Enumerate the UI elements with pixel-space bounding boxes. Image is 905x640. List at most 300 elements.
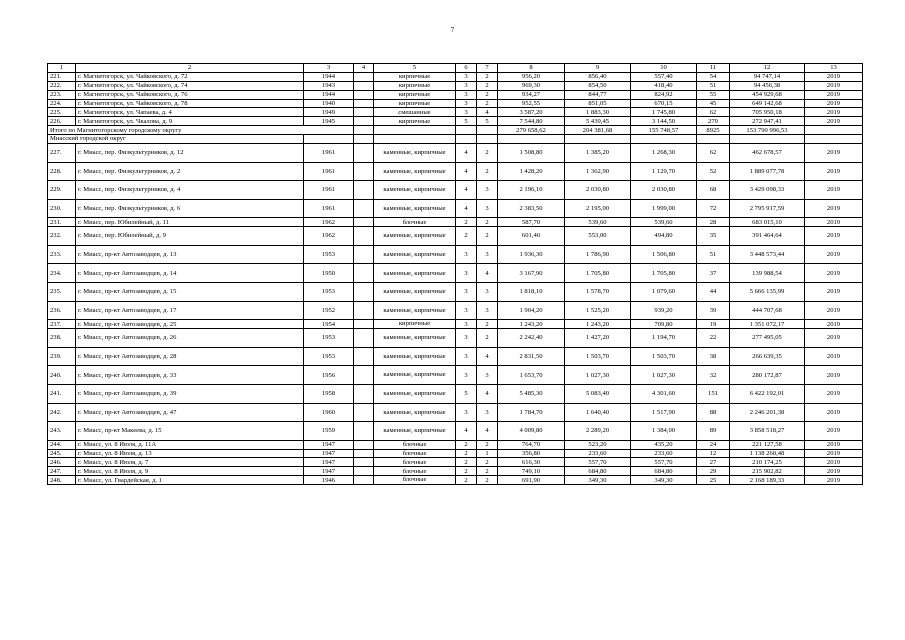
total-area-cell: 587,70: [498, 218, 565, 227]
wall-material-cell: каменные, кирпичные: [374, 264, 456, 283]
plan-year-cell: 2019: [805, 467, 863, 476]
residents-cell: 72: [697, 199, 730, 218]
floors-cell: 4: [456, 199, 477, 218]
floors-cell: 3: [456, 245, 477, 264]
residents-cell: 89: [697, 422, 730, 441]
total-area-cell: 1 904,20: [498, 301, 565, 320]
entrances-cell: 2: [477, 329, 498, 348]
entrances-cell: 3: [477, 283, 498, 302]
repair-cost-cell: 705 950,18: [730, 108, 805, 117]
premises-area-cell: 1 525,20: [565, 301, 631, 320]
column-number-cell: 3: [304, 64, 354, 73]
table-row: [48, 458, 863, 467]
table-row: [48, 264, 863, 283]
plan-year-cell: 2019: [805, 72, 863, 81]
empty-cell: [354, 422, 374, 441]
total-area-cell: 7 544,80: [498, 117, 565, 126]
residents-cell: 22: [697, 329, 730, 348]
column-number-cell: 11: [697, 64, 730, 73]
residential-area-cell: 1 194,70: [631, 329, 697, 348]
residential-area-cell: 557,40: [631, 72, 697, 81]
wall-material-cell: каменные, кирпичные: [374, 227, 456, 246]
premises-area-cell: 844,77: [565, 90, 631, 99]
floors-cell: 2: [456, 476, 477, 485]
premises-area-cell: 1 883,30: [565, 108, 631, 117]
premises-area-cell: 854,50: [565, 81, 631, 90]
plan-year-cell: 2019: [805, 329, 863, 348]
residential-area-cell: 709,80: [631, 320, 697, 329]
repair-cost-cell: 3 448 573,44: [730, 245, 805, 264]
residential-area-cell: 1 027,30: [631, 366, 697, 385]
address-cell: г. Миасс, ул. 8 Июля, д. 9: [76, 467, 304, 476]
table-row: [48, 218, 863, 227]
address-cell: г. Миасс, пр-кт Автозаводцев, д. 33: [76, 366, 304, 385]
wall-material-cell: каменные, кирпичные: [374, 301, 456, 320]
year-built-cell: 1961: [304, 181, 354, 200]
address-cell: г. Миасс, пр-кт Автозаводцев, д. 15: [76, 283, 304, 302]
repair-cost-cell: 5 666 135,99: [730, 283, 805, 302]
row-number-cell: 243.: [48, 422, 76, 441]
row-number-cell: 231.: [48, 218, 76, 227]
repair-cost-cell: 454 929,68: [730, 90, 805, 99]
address-cell: г. Магнитогорск, ул. Чкалова, д. 9: [76, 117, 304, 126]
repair-cost-cell: 277 495,05: [730, 329, 805, 348]
year-built-cell: 1962: [304, 218, 354, 227]
total-area-cell: 1 936,30: [498, 245, 565, 264]
empty-cell: [354, 162, 374, 181]
residents-cell: 39: [697, 301, 730, 320]
table-row: [48, 440, 863, 449]
table-row: [48, 403, 863, 422]
residential-area-cell: 1 517,90: [631, 403, 697, 422]
address-cell: г. Миасс, пер. Юбилейный, д. 9: [76, 227, 304, 246]
row-number-cell: 240.: [48, 366, 76, 385]
table-row: [48, 329, 863, 348]
table-row: [48, 467, 863, 476]
entrances-cell: 4: [477, 264, 498, 283]
empty-cell: [354, 403, 374, 422]
table-row: [48, 476, 863, 485]
empty-cell: [354, 283, 374, 302]
address-cell: г. Магнитогорск, ул. Чапаева, д. 4: [76, 108, 304, 117]
residents-cell: 270: [697, 117, 730, 126]
floors-cell: 4: [456, 162, 477, 181]
table-row: [48, 301, 863, 320]
residents-cell: 55: [697, 90, 730, 99]
repair-cost-cell: 94 456,38: [730, 81, 805, 90]
empty-cell: [304, 135, 354, 144]
repair-cost-cell: 1 889 077,78: [730, 162, 805, 181]
plan-year-cell: 2019: [805, 245, 863, 264]
year-built-cell: 1947: [304, 458, 354, 467]
residents-cell: 68: [697, 181, 730, 200]
row-number-cell: 244.: [48, 440, 76, 449]
entrances-cell: 4: [477, 422, 498, 441]
repair-cost-cell: 3 858 518,27: [730, 422, 805, 441]
floors-cell: 4: [456, 144, 477, 163]
column-number-cell: 7: [477, 64, 498, 73]
repair-cost-cell: 444 707,68: [730, 301, 805, 320]
wall-material-cell: каменные, кирпичные: [374, 199, 456, 218]
empty-cell: [805, 135, 863, 144]
table-row: [48, 99, 863, 108]
empty-cell: [354, 347, 374, 366]
floors-cell: 3: [456, 90, 477, 99]
residents-cell: 38: [697, 347, 730, 366]
table-row: [48, 245, 863, 264]
premises-area-cell: 1 427,20: [565, 329, 631, 348]
wall-material-cell: кирпичные: [374, 72, 456, 81]
premises-area-cell: 1 503,70: [565, 347, 631, 366]
repair-cost-cell: 94 747,14: [730, 72, 805, 81]
address-cell: г. Миасс, пер. Юбилейный, д. 11: [76, 218, 304, 227]
residential-area-cell: 1 506,80: [631, 245, 697, 264]
empty-cell: [354, 72, 374, 81]
plan-year-cell: 2019: [805, 108, 863, 117]
row-number-cell: 238.: [48, 329, 76, 348]
section-row: [48, 135, 863, 144]
empty-cell: [354, 458, 374, 467]
repair-cost-cell: 221 127,58: [730, 440, 805, 449]
total-area-cell: 1 784,70: [498, 403, 565, 422]
address-cell: г. Миасс, пр-кт Автозаводцев, д. 13: [76, 245, 304, 264]
empty-cell: [354, 81, 374, 90]
year-built-cell: 1954: [304, 320, 354, 329]
floors-cell: 3: [456, 264, 477, 283]
repair-cost-cell: 153 790 996,53: [730, 126, 805, 135]
empty-cell: [354, 144, 374, 163]
floors-cell: 3: [456, 403, 477, 422]
total-area-cell: 4 009,80: [498, 422, 565, 441]
empty-cell: [354, 181, 374, 200]
entrances-cell: 2: [477, 458, 498, 467]
repair-cost-cell: 3 429 098,33: [730, 181, 805, 200]
total-area-cell: 616,30: [498, 458, 565, 467]
address-cell: г. Миасс, пр-кт Автозаводцев, д. 17: [76, 301, 304, 320]
residents-cell: 45: [697, 99, 730, 108]
year-built-cell: 1943: [304, 81, 354, 90]
column-number-cell: 5: [374, 64, 456, 73]
premises-area-cell: 1 705,80: [565, 264, 631, 283]
wall-material-cell: каменные, кирпичные: [374, 422, 456, 441]
wall-material-cell: каменные, кирпичные: [374, 283, 456, 302]
repair-cost-cell: 2 795 917,59: [730, 199, 805, 218]
repair-cost-cell: 266 639,35: [730, 347, 805, 366]
repair-cost-cell: 1 351 072,17: [730, 320, 805, 329]
floors-cell: 3: [456, 81, 477, 90]
table-row: [48, 347, 863, 366]
empty-cell: [354, 218, 374, 227]
premises-area-cell: 2 030,80: [565, 181, 631, 200]
plan-year-cell: 2019: [805, 449, 863, 458]
table-row: [48, 283, 863, 302]
wall-material-cell: блочные: [374, 449, 456, 458]
year-built-cell: 1944: [304, 90, 354, 99]
empty-cell: [374, 126, 456, 135]
floors-cell: 2: [456, 449, 477, 458]
entrances-cell: 2: [477, 90, 498, 99]
table-row: [48, 144, 863, 163]
plan-year-cell: 2019: [805, 422, 863, 441]
wall-material-cell: кирпичные: [374, 99, 456, 108]
total-area-cell: 1 818,10: [498, 283, 565, 302]
entrances-cell: 2: [477, 320, 498, 329]
table-row: [48, 384, 863, 403]
plan-year-cell: 2019: [805, 144, 863, 163]
plan-year-cell: 2019: [805, 264, 863, 283]
address-cell: г. Миасс, пр-кт Автозаводцев, д. 25: [76, 320, 304, 329]
premises-area-cell: 684,80: [565, 467, 631, 476]
entrances-cell: 5: [477, 117, 498, 126]
total-area-cell: 3 587,20: [498, 108, 565, 117]
empty-cell: [354, 117, 374, 126]
entrances-cell: 2: [477, 476, 498, 485]
empty-cell: [354, 199, 374, 218]
wall-material-cell: кирпичные: [374, 320, 456, 329]
year-built-cell: 1944: [304, 72, 354, 81]
empty-cell: [354, 301, 374, 320]
table-row: [48, 227, 863, 246]
entrances-cell: 3: [477, 366, 498, 385]
repair-cost-cell: 683 015,10: [730, 218, 805, 227]
empty-cell: [456, 135, 477, 144]
row-number-cell: 236.: [48, 301, 76, 320]
plan-year-cell: 2019: [805, 181, 863, 200]
residents-cell: 44: [697, 283, 730, 302]
premises-area-cell: 553,00: [565, 227, 631, 246]
floors-cell: 3: [456, 283, 477, 302]
residential-area-cell: 435,20: [631, 440, 697, 449]
housing-register-table: [47, 63, 863, 485]
table-row: [48, 117, 863, 126]
entrances-cell: 2: [477, 99, 498, 108]
column-number-cell: 9: [565, 64, 631, 73]
residents-cell: 24: [697, 440, 730, 449]
empty-cell: [354, 227, 374, 246]
premises-area-cell: 851,05: [565, 99, 631, 108]
address-cell: г. Магнитогорск, ул. Чайковского, д. 78: [76, 99, 304, 108]
entrances-cell: 3: [477, 199, 498, 218]
premises-area-cell: 1 640,40: [565, 403, 631, 422]
year-built-cell: 1947: [304, 449, 354, 458]
repair-cost-cell: 1 138 260,48: [730, 449, 805, 458]
residential-area-cell: 557,70: [631, 458, 697, 467]
year-built-cell: 1952: [304, 301, 354, 320]
residential-area-cell: 4 301,60: [631, 384, 697, 403]
wall-material-cell: каменные, кирпичные: [374, 181, 456, 200]
premises-area-cell: 1 027,30: [565, 366, 631, 385]
year-built-cell: 1945: [304, 117, 354, 126]
wall-material-cell: кирпичные: [374, 81, 456, 90]
year-built-cell: 1953: [304, 245, 354, 264]
empty-cell: [498, 135, 565, 144]
repair-cost-cell: 272 947,41: [730, 117, 805, 126]
plan-year-cell: 2019: [805, 320, 863, 329]
row-number-cell: 246.: [48, 458, 76, 467]
floors-cell: 2: [456, 227, 477, 246]
wall-material-cell: каменные, кирпичные: [374, 366, 456, 385]
year-built-cell: 1950: [304, 264, 354, 283]
total-area-cell: 764,70: [498, 440, 565, 449]
residential-area-cell: 418,40: [631, 81, 697, 90]
residents-cell: 25: [697, 476, 730, 485]
entrances-cell: 2: [477, 440, 498, 449]
empty-cell: [354, 108, 374, 117]
wall-material-cell: каменные, кирпичные: [374, 144, 456, 163]
address-cell: г. Миасс, пр-кт Макеева, д. 15: [76, 422, 304, 441]
residential-area-cell: 1 079,60: [631, 283, 697, 302]
empty-cell: [631, 135, 697, 144]
residential-area-cell: 233,60: [631, 449, 697, 458]
entrances-cell: 1: [477, 449, 498, 458]
premises-area-cell: 2 195,00: [565, 199, 631, 218]
total-area-cell: 749,10: [498, 467, 565, 476]
floors-cell: 3: [456, 72, 477, 81]
row-number-cell: 230.: [48, 199, 76, 218]
total-area-cell: 956,20: [498, 72, 565, 81]
residents-cell: 151: [697, 384, 730, 403]
wall-material-cell: блочные: [374, 218, 456, 227]
premises-area-cell: 5 083,40: [565, 384, 631, 403]
row-number-cell: 226.: [48, 117, 76, 126]
row-number-cell: 234.: [48, 264, 76, 283]
plan-year-cell: 2019: [805, 403, 863, 422]
empty-cell: [354, 245, 374, 264]
table-row: [48, 108, 863, 117]
residents-cell: 88: [697, 403, 730, 422]
residential-area-cell: 1 999,00: [631, 199, 697, 218]
year-built-cell: 1961: [304, 199, 354, 218]
repair-cost-cell: 2 246 201,38: [730, 403, 805, 422]
residential-area-cell: 670,15: [631, 99, 697, 108]
column-number-cell: 8: [498, 64, 565, 73]
residential-area-cell: 3 144,50: [631, 117, 697, 126]
empty-cell: [354, 135, 374, 144]
plan-year-cell: 2019: [805, 162, 863, 181]
wall-material-cell: каменные, кирпичные: [374, 384, 456, 403]
plan-year-cell: 2019: [805, 384, 863, 403]
floors-cell: 3: [456, 108, 477, 117]
plan-year-cell: 2019: [805, 117, 863, 126]
plan-year-cell: 2019: [805, 301, 863, 320]
plan-year-cell: 2019: [805, 283, 863, 302]
empty-cell: [354, 476, 374, 485]
residents-cell: 28: [697, 218, 730, 227]
row-number-cell: 222.: [48, 81, 76, 90]
column-number-cell: 12: [730, 64, 805, 73]
empty-cell: [697, 135, 730, 144]
entrances-cell: 2: [477, 81, 498, 90]
entrances-cell: 3: [477, 245, 498, 264]
row-number-cell: 223.: [48, 90, 76, 99]
residents-cell: 51: [697, 245, 730, 264]
row-number-cell: 239.: [48, 347, 76, 366]
year-built-cell: 1953: [304, 283, 354, 302]
plan-year-cell: 2019: [805, 366, 863, 385]
floors-cell: 4: [456, 422, 477, 441]
year-built-cell: 1961: [304, 144, 354, 163]
wall-material-cell: каменные, кирпичные: [374, 162, 456, 181]
wall-material-cell: кирпичные: [374, 90, 456, 99]
address-cell: г. Миасс, пер. Физкультурников, д. 2: [76, 162, 304, 181]
premises-area-cell: 204 381,68: [565, 126, 631, 135]
residential-area-cell: 1 268,30: [631, 144, 697, 163]
premises-area-cell: 539,60: [565, 218, 631, 227]
empty-cell: [354, 384, 374, 403]
section-title-cell: Миасский городской округ: [48, 135, 304, 144]
premises-area-cell: 1 362,90: [565, 162, 631, 181]
plan-year-cell: 2019: [805, 476, 863, 485]
repair-cost-cell: 139 988,54: [730, 264, 805, 283]
address-cell: г. Миасс, пр-кт Автозаводцев, д. 28: [76, 347, 304, 366]
total-label-cell: Итого по Магнитогорскому городскому округу: [48, 126, 354, 135]
entrances-cell: 3: [477, 301, 498, 320]
repair-cost-cell: 280 172,87: [730, 366, 805, 385]
plan-year-cell: 2019: [805, 347, 863, 366]
row-number-cell: 242.: [48, 403, 76, 422]
table-row: [48, 422, 863, 441]
entrances-cell: 2: [477, 144, 498, 163]
row-number-cell: 225.: [48, 108, 76, 117]
empty-cell: [477, 126, 498, 135]
table-row: [48, 81, 863, 90]
residential-area-cell: 1 705,80: [631, 264, 697, 283]
total-area-cell: 952,55: [498, 99, 565, 108]
total-area-cell: 934,27: [498, 90, 565, 99]
year-built-cell: 1946: [304, 476, 354, 485]
row-number-cell: 229.: [48, 181, 76, 200]
wall-material-cell: каменные, кирпичные: [374, 245, 456, 264]
plan-year-cell: 2019: [805, 218, 863, 227]
address-cell: г. Миасс, ул. 8 Июля, д. 11А: [76, 440, 304, 449]
column-number-cell: 10: [631, 64, 697, 73]
address-cell: г. Миасс, ул. 8 Июля, д. 7: [76, 458, 304, 467]
wall-material-cell: смешанные: [374, 108, 456, 117]
empty-cell: [730, 135, 805, 144]
total-area-cell: 2 383,50: [498, 199, 565, 218]
wall-material-cell: кирпичные: [374, 117, 456, 126]
row-number-cell: 248.: [48, 476, 76, 485]
entrances-cell: 2: [477, 227, 498, 246]
repair-cost-cell: 2 168 189,33: [730, 476, 805, 485]
residential-area-cell: 1 384,00: [631, 422, 697, 441]
entrances-cell: 4: [477, 108, 498, 117]
wall-material-cell: блочные: [374, 440, 456, 449]
entrances-cell: 2: [477, 467, 498, 476]
row-number-cell: 232.: [48, 227, 76, 246]
row-number-cell: 241.: [48, 384, 76, 403]
floors-cell: 3: [456, 329, 477, 348]
total-area-cell: 969,30: [498, 81, 565, 90]
repair-cost-cell: 649 142,68: [730, 99, 805, 108]
residential-area-cell: 539,60: [631, 218, 697, 227]
residential-area-cell: 1 503,70: [631, 347, 697, 366]
floors-cell: 4: [456, 181, 477, 200]
plan-year-cell: 2019: [805, 458, 863, 467]
repair-cost-cell: 462 678,57: [730, 144, 805, 163]
premises-area-cell: 856,40: [565, 72, 631, 81]
wall-material-cell: блочные: [374, 467, 456, 476]
year-built-cell: 1961: [304, 162, 354, 181]
premises-area-cell: 233,60: [565, 449, 631, 458]
column-number-cell: 1: [48, 64, 76, 73]
entrances-cell: 3: [477, 181, 498, 200]
total-area-cell: 356,80: [498, 449, 565, 458]
year-built-cell: 1947: [304, 440, 354, 449]
empty-cell: [374, 135, 456, 144]
year-built-cell: 1960: [304, 403, 354, 422]
table-row: [48, 181, 863, 200]
